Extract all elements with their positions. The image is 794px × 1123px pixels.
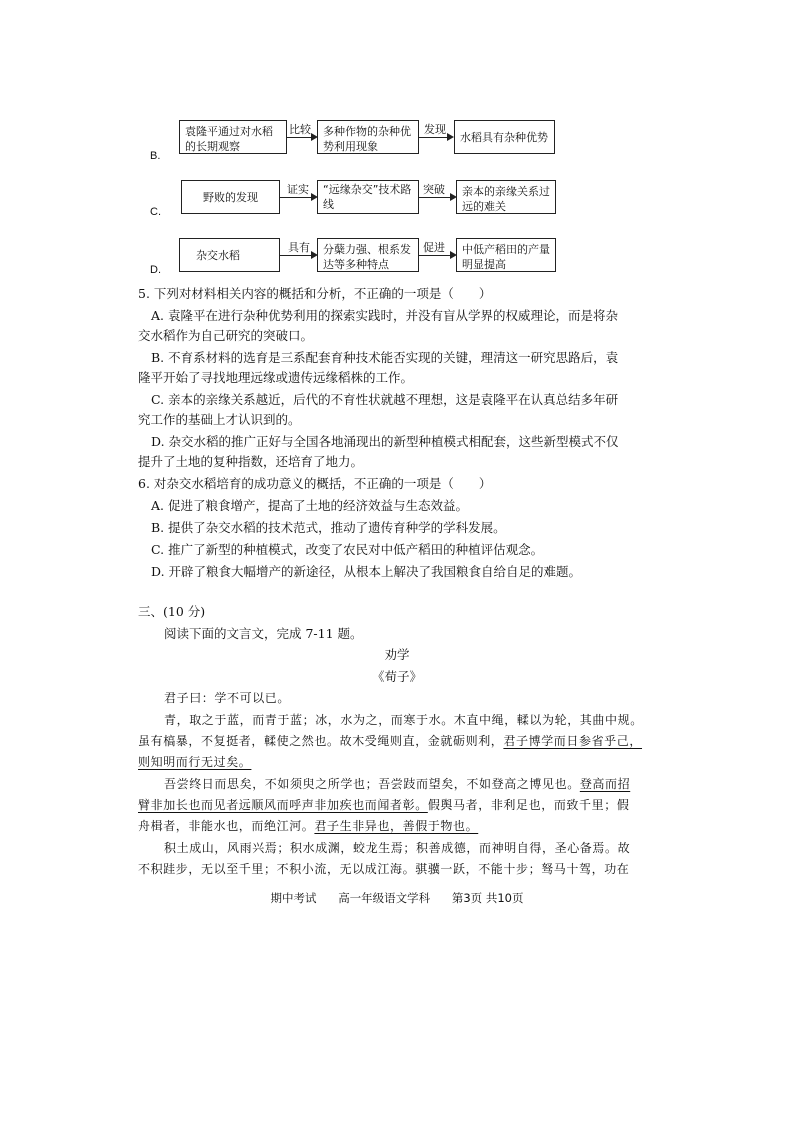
question-5-option-d-line-1: D. 杂交水稻的推广正好与全国各地涌现出的新型种植模式相配套，这些新型模式不仅 [151, 434, 619, 449]
passage-p3-line-1 [164, 775, 630, 792]
diagram-b-arrow-1-label: 比较 [289, 123, 311, 136]
passage-title: 劝学 [384, 647, 410, 662]
footer-page: 第3页 共10页 [451, 891, 524, 905]
option-c-letter: C. [150, 206, 161, 218]
diagram-d-box-3: 中低产稻田的产量明显提高 [456, 238, 556, 272]
passage-p4-line-2: 不积跬步，无以至千里；不积小流，无以成江海。骐骥一跃，不能十步；驽马十驾，功在 [138, 862, 630, 876]
question-6-stem: 6. 对杂交水稻培育的成功意义的概括，不正确的一项是（ ） [138, 476, 492, 491]
question-6-option-c: C. 推广了新型的种植模式，改变了农民对中低产稻田的种植评估观念。 [151, 542, 544, 557]
passage-p2-line-3-underlined: 则知明而行无过矣。 [138, 755, 252, 769]
passage-p2-line-2 [138, 732, 642, 749]
question-5-stem: 5. 下列对材料相关内容的概括和分析，不正确的一项是（ ） [138, 286, 492, 301]
passage-p3-line-3-text: 舟楫者，非能水也，而绝江河。 [138, 819, 315, 833]
question-6-option-b: B. 提供了杂交水稻的技术范式，推动了遗传育种学的学科发展。 [151, 520, 506, 535]
passage-p2-line-2-text: 虽有槁暴，不复挺者，輮使之然也。故木受绳则直，金就砺则利， [138, 734, 504, 748]
passage-p1: 君子曰：学不可以已。 [164, 691, 291, 705]
question-5-option-b-line-1: B. 不育系材料的选育是三系配套育种技术能否实现的关键，理清这一研究思路后，袁 [151, 350, 619, 365]
passage-p3-line-2-underlined: 臂非加长也而见者远顺风而呼声非加疾也而闻者彰。 [138, 798, 428, 812]
question-5-option-c-line-1: C. 亲本的亲缘关系越近，后代的不育性状就越不理想，这是袁隆平在认真总结多年研 [151, 392, 619, 407]
question-6-option-a: A. 促进了粮食增产，提高了土地的经济效益与生态效益。 [151, 498, 468, 513]
diagram-d-arrow-2 [419, 255, 455, 256]
question-5-option-d-line-2: 提升了土地的复种指数，还培育了地力。 [138, 454, 364, 469]
diagram-c-box-2: “远缘杂交”技术路线 [317, 180, 419, 214]
passage-p2-line-1: 青，取之于蓝，而青于蓝；冰，水为之，而寒于水。木直中绳，輮以为轮，其曲中规。 [164, 713, 643, 727]
question-6-option-d: D. 开辟了粮食大幅增产的新途径，从根本上解决了我国粮食自给自足的难题。 [151, 564, 582, 579]
passage-p3-line-2-text: 假舆马者，非利足也，而致千里；假 [427, 798, 630, 812]
option-b-letter: B. [150, 150, 161, 162]
footer-subject: 高一年级语文学科 [338, 891, 431, 905]
page-footer [0, 890, 794, 906]
section-3-instruction: 阅读下面的文言文，完成 7-11 题。 [164, 626, 363, 641]
footer-exam: 期中考试 [270, 891, 317, 905]
diagram-b-arrow-2 [419, 137, 452, 138]
option-d-letter: D. [150, 264, 161, 276]
diagram-c-box-3: 亲本的亲缘关系过远的难关 [456, 180, 556, 214]
question-5-option-b-line-2: 隆平开始了寻找地理远缘或遗传远缘稻株的工作。 [138, 370, 414, 385]
passage-p3-line-2 [138, 796, 629, 813]
diagram-c-arrow-2-label: 突破 [423, 183, 445, 196]
diagram-d-box-1: 杂交水稻 [179, 238, 280, 272]
passage-author: 《荀子》 [371, 669, 422, 684]
diagram-b-box-2: 多种作物的杂种优势利用现象 [317, 120, 419, 154]
question-5-option-c-line-2: 究工作的基础上才认识到的。 [138, 412, 301, 427]
passage-p3-line-3 [138, 817, 478, 834]
passage-p4-line-1: 积土成山，风雨兴焉；积水成渊，蛟龙生焉；积善成德，而神明自得，圣心备焉。故 [164, 841, 631, 855]
diagram-b-arrow-2-label: 发现 [424, 123, 446, 136]
passage-p3-line-3-underlined: 君子生非异也，善假于物也。 [314, 819, 479, 833]
diagram-c-box-1: 野败的发现 [181, 180, 280, 214]
diagram-d-arrow-1 [280, 255, 316, 256]
diagram-b-arrow-1 [287, 137, 316, 138]
diagram-c-arrow-1 [280, 197, 316, 198]
diagram-c-arrow-2 [419, 197, 455, 198]
diagram-d-box-2: 分蘖力强、根系发达等多种特点 [317, 238, 419, 272]
passage-p2-line-2-underlined: 君子博学而日参省乎己， [503, 734, 643, 748]
section-3-heading: 三、(10 分) [138, 604, 206, 619]
passage-p3-line-1-underlined: 登高而招 [579, 777, 631, 791]
diagram-b-box-3: 水稻具有杂种优势 [454, 120, 555, 154]
diagram-d-arrow-1-label: 具有 [288, 241, 310, 254]
question-5-option-a-line-1: A. 袁隆平在进行杂种优势利用的探索实践时，并没有盲从学界的权威理论，而是将杂 [151, 308, 618, 323]
question-5-option-a-line-2: 交水稻作为自己研究的突破口。 [138, 328, 314, 343]
diagram-d-arrow-2-label: 促进 [423, 241, 445, 254]
diagram-c-arrow-1-label: 证实 [287, 183, 309, 196]
passage-p3-line-1-text: 吾尝终日而思矣，不如须臾之所学也；吾尝跂而望矣，不如登高之博见也。 [164, 777, 580, 791]
diagram-b-box-1: 袁隆平通过对水稻的长期观察 [179, 120, 287, 154]
